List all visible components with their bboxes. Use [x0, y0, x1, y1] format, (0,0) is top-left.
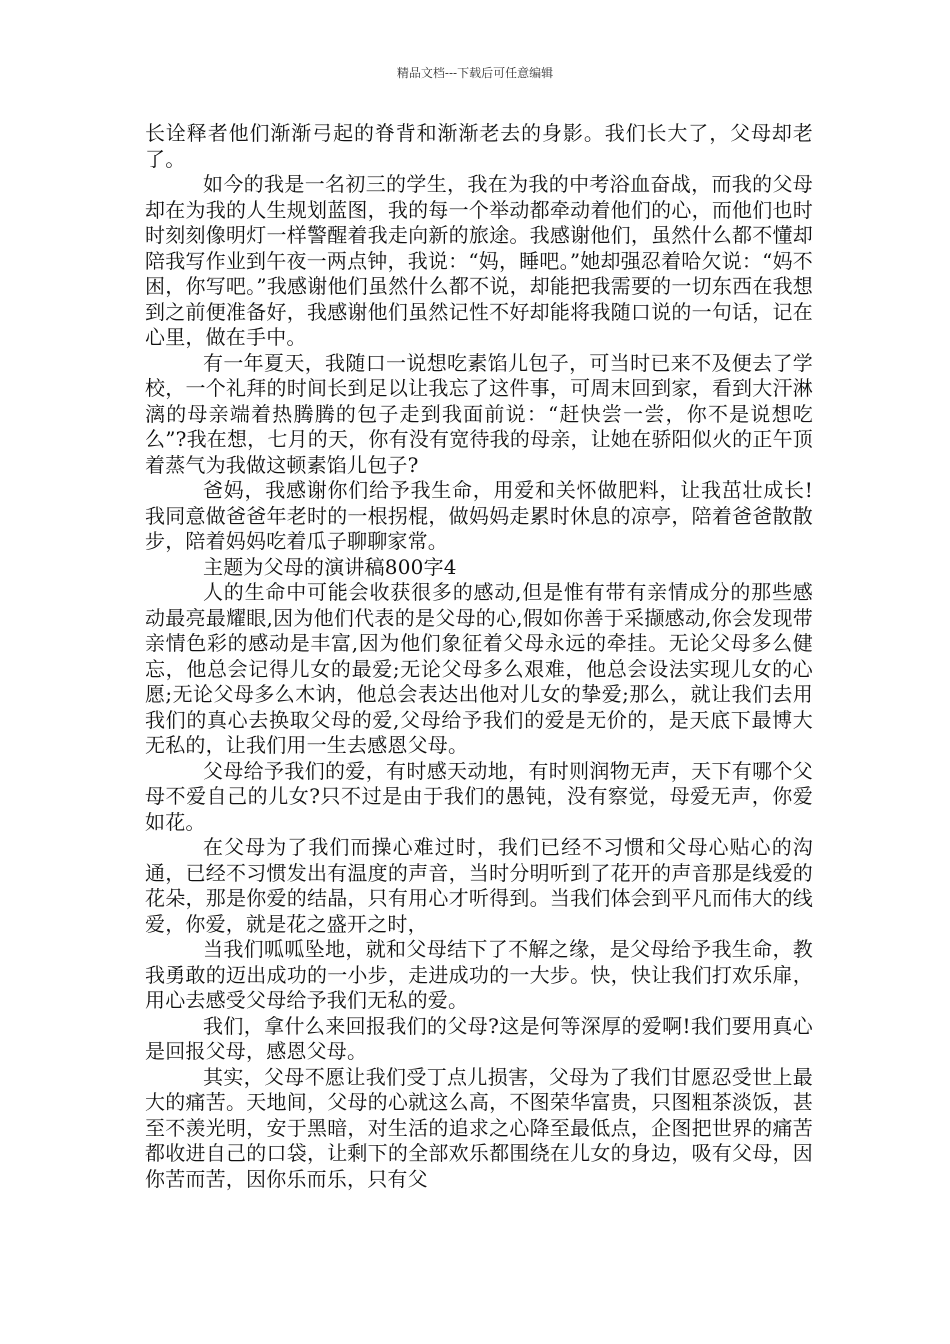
paragraph: 当我们呱呱坠地，就和父母结下了不解之缘，是父母给予我生命，教我勇敢的迈出成功的一小步，走进成功的一大步。快，快让我们打欢乐扉，用心去感受父母给予我们无私的爱。 [145, 937, 813, 1012]
document-body [145, 121, 813, 1192]
section-heading: 主题为父母的演讲稿800字4 [203, 554, 457, 579]
paragraph: 父母给予我们的爱，有时感天动地，有时则润物无声，天下有哪个父母不爱自己的儿女?只不过是由于我们的愚钝，没有察觉，母爱无声，你爱如花。 [145, 758, 813, 834]
paragraph: 有一年夏天，我随口一说想吃素馅儿包子，可当时已来不及便去了学校，一个礼拜的时间长到足以让我忘了这件事，可周末回到家，看到大汗淋漓的母亲端着热腾腾的包子走到我面前说：“赶快尝一尝，你不是说想吃么”?我在想，七月的天，你有没有宽待我的母亲，让她在骄阳似火的正午顶着蒸气为我做这顿素馅儿包子? [145, 350, 813, 477]
paragraph: 爸妈，我感谢你们给予我生命，用爱和关怀做肥料，让我茁壮成长!我同意做爸爸年老时的一根拐棍，做妈妈走累时休息的凉亭，陪着爸爸散散步，陪着妈妈吃着瓜子聊聊家常。 [145, 478, 813, 553]
paragraph: 长诠释者他们渐渐弓起的脊背和渐渐老去的身影。我们长大了，父母却老了。 [145, 121, 813, 171]
paragraph: 如今的我是一名初三的学生，我在为我的中考浴血奋战，而我的父母却在为我的人生规划蓝图，我的每一个举动都牵动着他们的心，而他们也时时刻刻像明灯一样警醒着我走向新的旅途。我感谢他们，虽然什么都不懂却陪我写作业到午夜一两点钟，我说：“妈，睡吧。”她却强忍着哈欠说：“妈不困，你写吧。”我感谢他们虽然什么都不说，却能把我需要的一切东西在我想到之前便准备好，我感谢他们虽然记性不好却能将我随口说的一句话，记在心里，做在手中。 [145, 172, 813, 349]
page-header: 精品文档---下载后可任意编辑 [396, 66, 554, 80]
paragraph: 其实，父母不愿让我们受丁点儿损害，父母为了我们甘愿忍受世上最大的痛苦。天地间，父母的心就这么高，不图荣华富贵，只图粗茶淡饭，甚至不羡光明，安于黑暗，对生活的追求之心降至最低点，企图把世界的痛苦都收进自己的口袋，让剩下的全部欢乐都围绕在儿女的身边，吸有父母，因你苦而苦，因你乐而乐，只有父 [145, 1064, 813, 1191]
paragraph: 在父母为了我们而操心难过时，我们已经不习惯和父母心贴心的沟通，已经不习惯发出有温度的声音，当时分明听到了花开的声音那是线爱的花朵，那是你爱的结晶，只有用心才听得到。当我们体会到平凡而伟大的线爱，你爱，就是花之盛开之时， [145, 835, 813, 936]
paragraph: 人的生命中可能会收获很多的感动,但是惟有带有亲情成分的那些感动最亮最耀眼,因为他们代表的是父母的心,假如你善于采撷感动,你会发现带亲情色彩的感动是丰富,因为他们象征着父母永远的牵挂。无论父母多么健忘，他总会记得儿女的最爱;无论父母多么艰难，他总会设法实现儿女的心愿;无论父母多么木讷，他总会表达出他对儿女的挚爱;那么，就让我们去用我们的真心去换取父母的爱,父母给予我们的爱是无价的，是天底下最博大无私的，让我们用一生去感恩父母。 [145, 580, 813, 757]
paragraph: 我们，拿什么来回报我们的父母?这是何等深厚的爱啊!我们要用真心是回报父母，感恩父母。 [145, 1013, 813, 1063]
